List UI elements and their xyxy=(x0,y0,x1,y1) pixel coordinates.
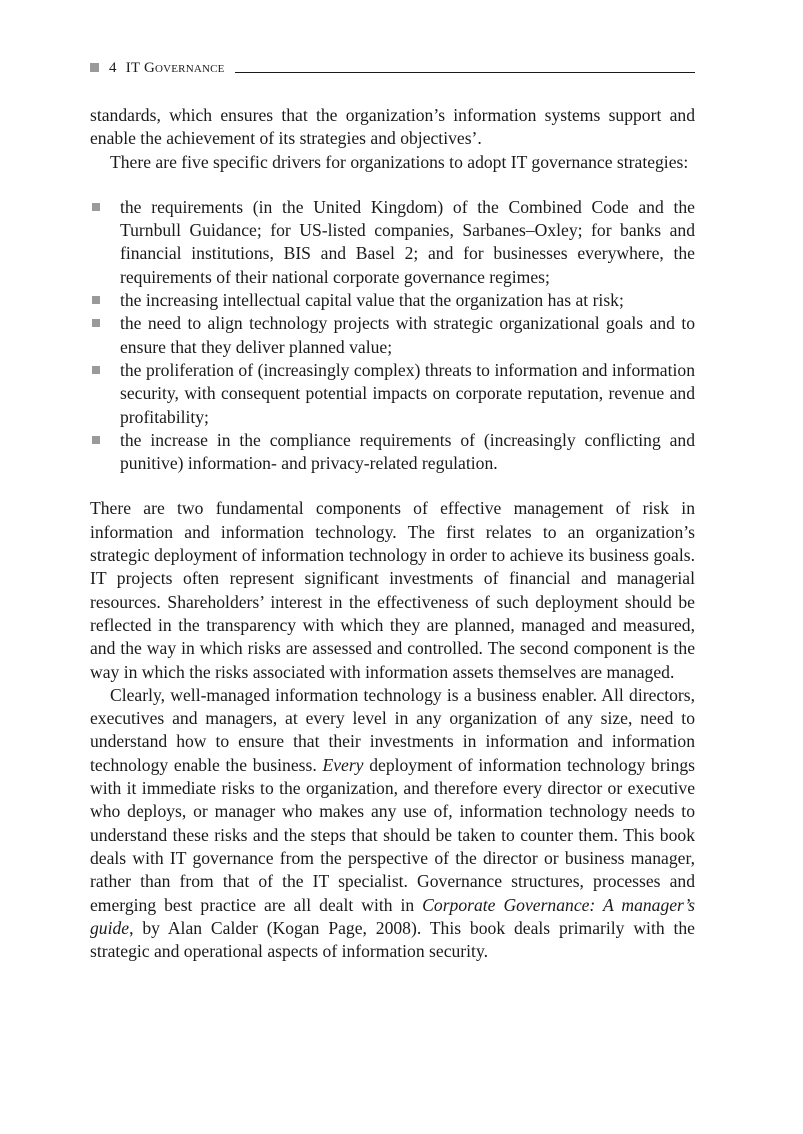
paragraph-continuation: standards, which ensures that the organization’s information systems support and enable the achievement of its strategies and objectives’. xyxy=(90,105,695,149)
running-title: IT Governance xyxy=(125,60,225,76)
text-run: Clearly, well-managed information technology is a business enabler. All directors, executives and managers, at every level in any organization of any size, need to understand how to ensure that their investments in information and information technology enable the business. xyxy=(90,684,695,775)
paragraph-drivers-intro: There are five specific drivers for organizations to adopt IT governance strategies: xyxy=(110,151,689,172)
square-bullet-icon xyxy=(92,203,100,211)
list-item-text: the requirements (in the United Kingdom) of the Combined Code and the Turnbull Guidance; for US-listed companies, Sarbanes–Oxley; for banks and financial institutions, BIS and Basel 2; and for businesses everywhere, the requirements of their national corporate governance regimes; xyxy=(120,196,695,287)
square-bullet-icon xyxy=(92,366,100,374)
paragraph-business-enabler xyxy=(90,684,695,964)
paragraph-risk-components: There are two fundamental components of effective management of risk in information and information technology. The first relates to an organization’s strategic deployment of information technology in order to achieve its business goals. IT projects often represent significant investments of financial and managerial resources. Shareholders’ interest in the effectiveness of such deployment should be reflected in the transparency with which they are planned, managed and measured, and the way in which risks are assessed and controlled. The second component is the way in which the risks associated with information assets themselves are managed. xyxy=(90,498,695,682)
list-item xyxy=(90,196,695,289)
list-item-text: the proliferation of (increasingly complex) threats to information and information security, with consequent potential impacts on corporate reputation, revenue and profitability; xyxy=(120,359,695,427)
list-item-text: the increase in the compliance requirements of (increasingly conflicting and punitive) information- and privacy-related regulation. xyxy=(120,429,695,474)
list-item xyxy=(90,289,695,312)
book-page xyxy=(90,56,695,963)
body-text xyxy=(90,104,695,963)
text-run: deployment of information technology brings with it immediate risks to the organization, and therefore every director or executive who deploys, or manager who makes any use of, information technology needs to understand these risks and the steps that should be taken to counter them. This book deals with IT governance from the perspective of the director or business manager, rather than from that of the IT specialist. Governance structures, processes and emerging best practice are all dealt with in xyxy=(90,754,696,915)
emphasis-every: Every xyxy=(322,754,364,775)
square-bullet-icon xyxy=(92,296,100,304)
square-bullet-icon xyxy=(92,319,100,327)
square-bullet-icon xyxy=(90,63,99,72)
list-item-text: the increasing intellectual capital value that the organization has at risk; xyxy=(120,290,624,311)
page-number: 4 xyxy=(109,60,117,76)
list-item xyxy=(90,359,695,429)
list-item xyxy=(90,429,695,476)
running-head xyxy=(90,56,695,76)
header-rule xyxy=(235,72,695,73)
square-bullet-icon xyxy=(92,436,100,444)
drivers-list xyxy=(90,196,695,476)
book-title-citation: Corporate Governance: A manager’s guide xyxy=(90,894,695,938)
text-run: , by Alan Calder (Kogan Page, 2008). This book deals primarily with the strategic and operational aspects of information security. xyxy=(90,917,695,962)
list-item-text: the need to align technology projects with strategic organizational goals and to ensure that they deliver planned value; xyxy=(120,313,695,357)
list-item xyxy=(90,312,695,359)
